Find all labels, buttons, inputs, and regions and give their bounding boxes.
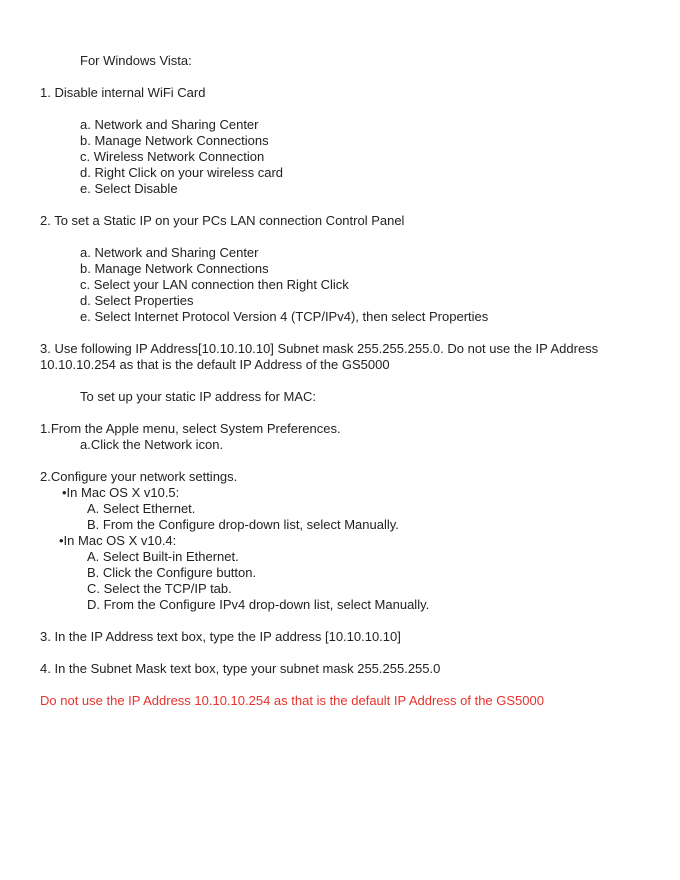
mac-step-4: 4. In the Subnet Mask text box, type your subnet mask 255.255.255.0 xyxy=(40,661,441,676)
warning-note: Do not use the IP Address 10.10.10.254 as that is the default IP Address of the GS5000 xyxy=(40,693,544,708)
vista-step-2-item: c. Select your LAN connection then Right Click xyxy=(80,277,349,292)
vista-step-3-line-2: 10.10.10.254 as that is the default IP Address of the GS5000 xyxy=(40,357,390,372)
vista-step-2-item: e. Select Internet Protocol Version 4 (TCP/IPv4), then select Properties xyxy=(80,309,489,324)
vista-step-1-item: d. Right Click on your wireless card xyxy=(80,165,284,180)
mac-step-1: 1.From the Apple menu, select System Preferences. xyxy=(40,421,341,436)
vista-step-3-line-1: 3. Use following IP Address[10.10.10.10] Subnet mask 255.255.255.0. Do not use the IP Address xyxy=(40,341,599,356)
mac-step-1-sub: a.Click the Network icon. xyxy=(80,437,224,452)
vista-step-1-item: e. Select Disable xyxy=(80,181,178,196)
mac-v104-item: C. Select the TCP/IP tab. xyxy=(87,581,232,596)
vista-heading: For Windows Vista: xyxy=(80,53,192,68)
vista-step-2: 2. To set a Static IP on your PCs LAN connection Control Panel xyxy=(40,213,405,228)
mac-v105-item: A. Select Ethernet. xyxy=(87,501,196,516)
mac-v104-item: D. From the Configure IPv4 drop-down list, select Manually. xyxy=(87,597,430,612)
mac-v104-item: A. Select Built-in Ethernet. xyxy=(87,549,239,564)
vista-step-1-item: a. Network and Sharing Center xyxy=(80,117,259,132)
vista-step-2-item: b. Manage Network Connections xyxy=(80,261,269,276)
mac-v104-item: B. Click the Configure button. xyxy=(87,565,257,580)
mac-step-2: 2.Configure your network settings. xyxy=(40,469,238,484)
mac-v104-label: •In Mac OS X v10.4: xyxy=(59,533,177,548)
mac-v105-item: B. From the Configure drop-down list, select Manually. xyxy=(87,517,399,532)
vista-step-1-item: b. Manage Network Connections xyxy=(80,133,269,148)
vista-step-2-item: a. Network and Sharing Center xyxy=(80,245,259,260)
mac-step-3: 3. In the IP Address text box, type the IP address [10.10.10.10] xyxy=(40,629,401,644)
vista-step-1-item: c. Wireless Network Connection xyxy=(80,149,265,164)
vista-step-2-item: d. Select Properties xyxy=(80,293,194,308)
mac-heading: To set up your static IP address for MAC: xyxy=(80,389,317,404)
mac-v105-label: •In Mac OS X v10.5: xyxy=(62,485,180,500)
vista-step-1: 1. Disable internal WiFi Card xyxy=(40,85,206,100)
